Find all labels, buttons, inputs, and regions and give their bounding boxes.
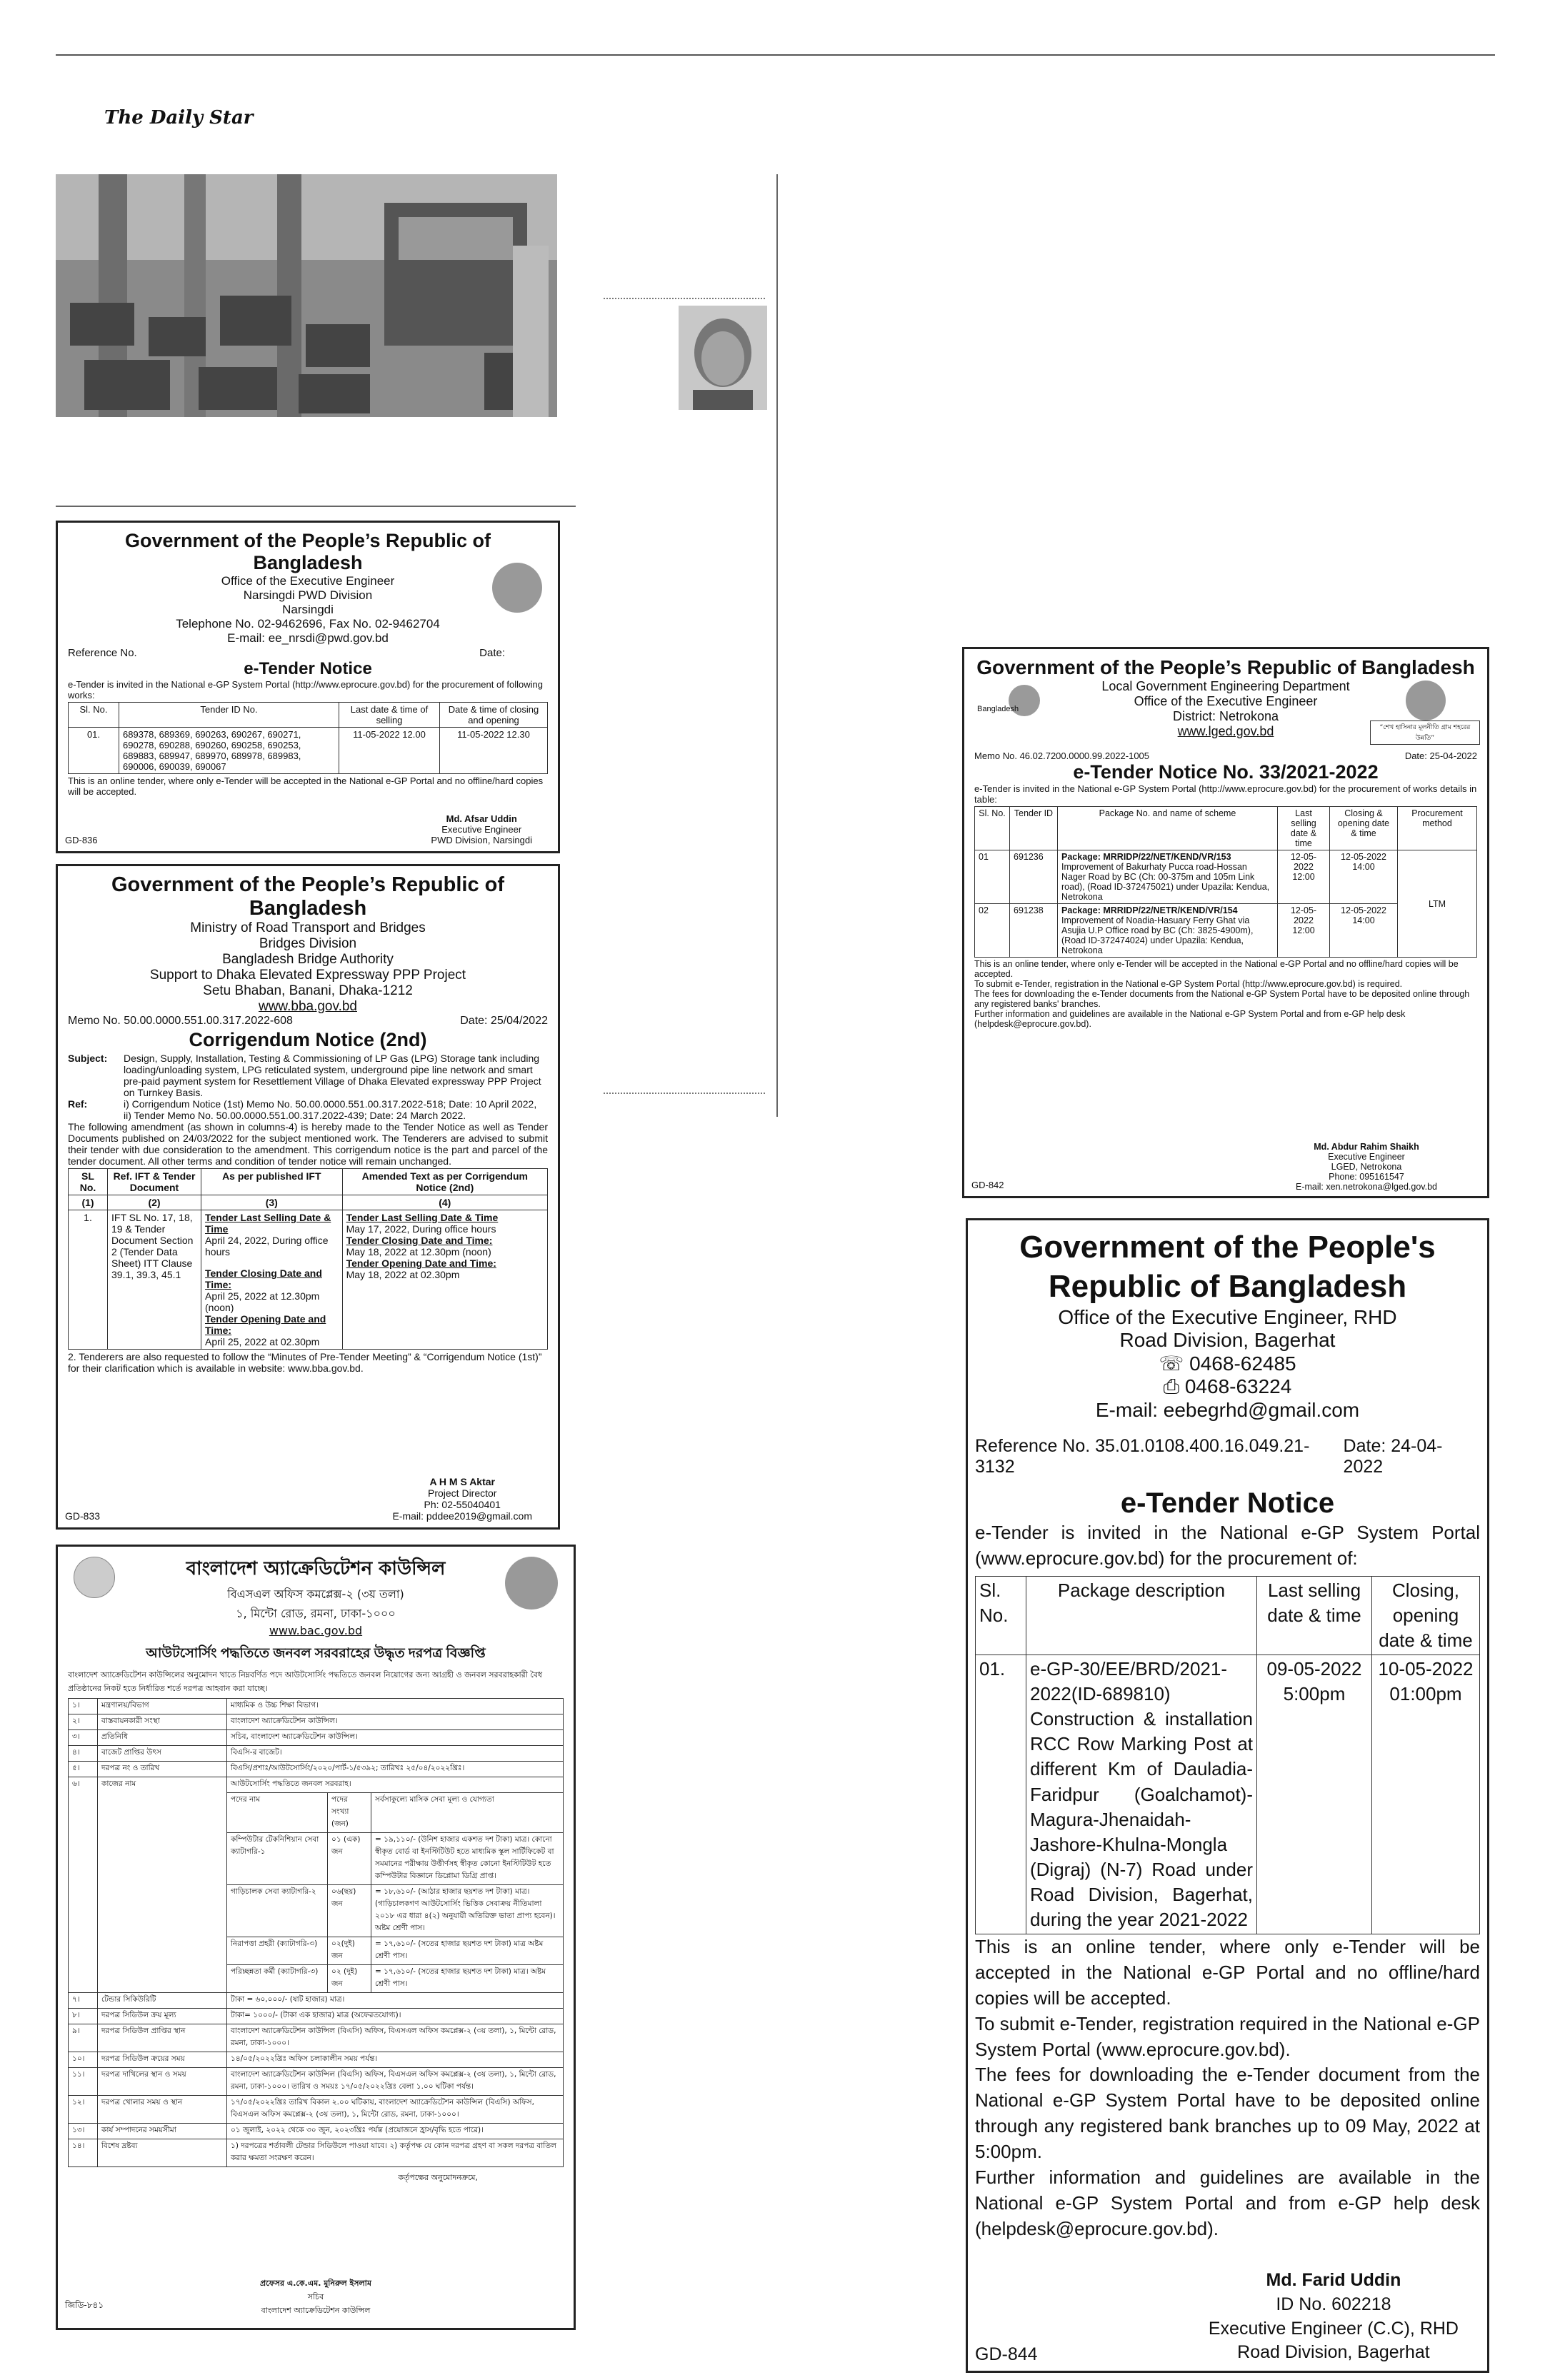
cell: দরপত্র সিডিউল ক্রয় মূল্য xyxy=(98,2009,227,2024)
details-table xyxy=(68,1698,564,2167)
cell: LTM xyxy=(1398,850,1477,958)
field-value: May 17, 2022, During office hours xyxy=(346,1223,496,1235)
cell: ০৬(ছয়) জন xyxy=(328,1885,371,1937)
dotted-rule xyxy=(604,298,765,299)
col-header: Amended Text as per Corrigendum Notice (2nd) xyxy=(342,1169,547,1195)
memo-number: Memo No. 46.02.7200.0000.99.2022-1005 xyxy=(974,750,1150,761)
dotted-rule xyxy=(604,1093,765,1094)
signatory-email: E-mail: xen.netrokona@lged.gov.bd xyxy=(1296,1182,1437,1192)
intro-text: বাংলাদেশ অ্যাক্রেডিটেশন কাউন্সিলের অনুমোদন খাতে নিম্নবর্ণিত পদে আউটসোর্সিং পদ্ধতিতে জনবল নিয়োগের জন্য আগ্রহী ও জনবল সরবরাহকারী বৈধ প্রতিষ্ঠানের নিকট হতে নির্ধারিত শর্তে দরপত্র আহবান করা যাচ্ছে। xyxy=(68,1670,543,1693)
cell: ১। xyxy=(69,1699,98,1714)
col-header: SL No. xyxy=(69,1169,108,1195)
closing-text: কর্তৃপক্ষের অনুমোদনক্রমে, xyxy=(398,2173,478,2182)
cell: 691238 xyxy=(1010,904,1058,958)
ad-title-line2: Republic of Bangladesh xyxy=(1048,1269,1407,1304)
cell: ৩। xyxy=(69,1730,98,1746)
table-row xyxy=(69,1730,564,1746)
signatory-name: Md. Farid Uddin xyxy=(1266,2270,1401,2290)
table-row xyxy=(69,1762,564,1777)
note-line: Further information and guidelines are available in the National e-GP System Portal and from e-GP help desk (helpdesk@eprocure.gov.bd). xyxy=(974,1009,1406,1029)
bac-logo-icon xyxy=(74,1557,115,1598)
cell: 12-05-2022 14:00 xyxy=(1330,850,1398,904)
office-line: Office of the Executive Engineer, RHD xyxy=(1058,1306,1397,1328)
note-line: This is an online tender, where only e-Tender will be accepted in the National e-GP Portal and no offline/hard copies will be accepted. xyxy=(975,1936,1480,2009)
col-header: As per published IFT xyxy=(201,1169,343,1195)
intro-text: e-Tender is invited in the National e-GP System Portal (http://www.eprocure.gov.bd) for the procurement of following works: xyxy=(68,679,544,701)
field-label: Tender Closing Date and Time: xyxy=(346,1235,493,1246)
cell xyxy=(342,1210,547,1350)
logo-text: Bangladesh xyxy=(977,705,1019,713)
cell: 01. xyxy=(976,1655,1026,1934)
field-label: Tender Opening Date and Time: xyxy=(346,1257,496,1269)
cell: ৭। xyxy=(69,1993,98,2009)
mujib-portrait-icon xyxy=(1406,681,1446,720)
cell: ১৩। xyxy=(69,2124,98,2139)
field-value: April 25, 2022 at 12.30pm (noon) xyxy=(205,1290,320,1313)
masthead: The Daily Star xyxy=(104,107,254,129)
website-link[interactable]: www.lged.gov.bd xyxy=(1177,724,1274,738)
cell: বাংলাদেশ অ্যাক্রেডিটেশন কাউন্সিল (বিএসি) অফিস, বিএসএল অফিস কমপ্লেক্স-২ (৩য় তলা), ১, মিন্টো রোড, রমনা, ঢাকা-১০০০। xyxy=(227,2024,564,2052)
cell: পদের নাম xyxy=(227,1793,328,1833)
cell: 689378, 689369, 690263, 690267, 690271, 690278, 690288, 690260, 690258, 690253, 689883, 689947, 689970, 689978, 689983, 690006, 690039, 690067 xyxy=(119,728,339,774)
note-line: To submit e-Tender, registration in the National e-GP System Portal (http://www.eprocure.gov.bd) is required. xyxy=(974,979,1403,989)
cell: গাড়িচালক সেবা ক্যাটাগরি-২ xyxy=(227,1885,328,1937)
cell: = ১৭,৬১০/- (সতের হাজার ছয়শত দশ টাকা) মাত্র। অষ্টম শ্রেণী পাস। xyxy=(371,1965,564,1993)
mujib-logo-icon xyxy=(492,563,542,613)
cell: দরপত্র সিডিউল প্রাপ্তির স্থান xyxy=(98,2024,227,2052)
cell: 02 xyxy=(975,904,1010,958)
col-header: Closing & opening date & time xyxy=(1330,807,1398,850)
office-line: District: Netrokona xyxy=(1172,709,1279,723)
office-line: Narsingdi xyxy=(282,603,334,616)
cell: 12-05-2022 12:00 xyxy=(1278,850,1330,904)
mujib-logo-icon xyxy=(505,1557,558,1610)
signatory-id: ID No. 602218 xyxy=(1276,2294,1391,2314)
office-line: ১, মিন্টো রোড, রমনা, ঢাকা-১০০০ xyxy=(236,1607,396,1620)
cell: ১৪/০৫/২০২২খ্রিঃ অফিস চলাকালীন সময় পর্যন্ত। xyxy=(227,2052,564,2068)
col-header: Date & time of closing and opening xyxy=(440,703,548,728)
ref-label: Ref: xyxy=(68,1098,88,1110)
email-address[interactable]: E-mail: eebegrhd@gmail.com xyxy=(1095,1399,1360,1421)
cell: নিরাপত্তা প্রহরী (ক্যাটাগরি-৩) xyxy=(227,1937,328,1965)
ad-title: বাংলাদেশ অ্যাক্রেডিটেশন কাউন্সিল xyxy=(186,1558,446,1580)
signatory-title: Project Director xyxy=(428,1487,497,1499)
cell: দরপত্র নং ও তারিখ xyxy=(98,1762,227,1777)
top-rule xyxy=(56,54,1495,56)
signatory-phone: Ph: 02-55040401 xyxy=(424,1499,501,1510)
notice-title: আউটসোর্সিং পদ্ধতিতে জনবল সরবরাহের উদ্ধৃত দরপত্র বিজ্ঞপ্তি xyxy=(146,1646,486,1661)
cell: সর্বসাকুল্যে মাসিক সেবা মূল্য ও যোগ্যতা xyxy=(371,1793,564,1833)
package-number: Package: MRRIDP/22/NETR/KEND/VR/154 xyxy=(1061,905,1238,915)
cell: বাস্তবায়নকারী সংস্থা xyxy=(98,1714,227,1730)
ref-line: i) Corrigendum Notice (1st) Memo No. 50.00.0000.551.00.317.2022-518; Date: 10 April 2022, xyxy=(124,1098,537,1110)
cell: দরপত্র সিডিউল ক্রয়ের সময় xyxy=(98,2052,227,2068)
tender-table xyxy=(975,1576,1480,1934)
date-label: Date: xyxy=(479,647,505,659)
cell: টাকা = ৬০,০০০/- (ষাট হাজার) মাত্র। xyxy=(227,1993,564,2009)
ad-bba-corrigendum xyxy=(56,864,560,1530)
fax-number: ⎙ 0468-63224 xyxy=(1163,1375,1292,1397)
signatory-title: Executive Engineer (C.C), RHD xyxy=(1208,2318,1459,2339)
intro-text: e-Tender is invited in the National e-GP System Portal (http://www.eprocure.gov.bd) for the procurement of works details in table: xyxy=(974,783,1477,805)
cell: সচিব, বাংলাদেশ অ্যাক্রেডিটেশন কাউন্সিল। xyxy=(227,1730,564,1746)
notice-title: e-Tender Notice No. 33/2021-2022 xyxy=(1073,761,1379,783)
field-value: May 18, 2022 at 12.30pm (noon) xyxy=(346,1246,491,1257)
cell: 11-05-2022 12.00 xyxy=(339,728,440,774)
gd-number: GD-844 xyxy=(975,2344,1038,2364)
table-row xyxy=(69,2096,564,2124)
website-link[interactable]: www.bac.gov.bd xyxy=(269,1624,363,1637)
slogan-box: “শেখ হাসিনার মূলনীতি গ্রাম শহরের উন্নতি” xyxy=(1370,720,1480,745)
note-line: The fees for downloading the e-Tender document from the National e-GP System Portal have to be deposited online through any registered bank branches up to 09 May, 2022 at 5:00pm. xyxy=(975,2064,1480,2163)
ad-title: Government of the People’s Republic of Bangladesh xyxy=(111,873,504,920)
signatory-title: Executive Engineer xyxy=(1328,1152,1405,1162)
cell: বিশেষ দ্রষ্টব্য xyxy=(98,2139,227,2167)
cell: ৫। xyxy=(69,1762,98,1777)
cell: আউটসোর্সিং পদ্ধতিতে জনবল সরবরাহ। xyxy=(227,1777,564,1793)
cell: ০১ (এক) জন xyxy=(328,1833,371,1885)
table-row xyxy=(69,1714,564,1730)
office-line: Telephone No. 02-9462696, Fax No. 02-9462704 xyxy=(176,617,440,631)
col-header: Procurement method xyxy=(1398,807,1477,850)
note-line: This is an online tender, where only e-Tender will be accepted in the National e-GP Portal and no offline/hard copies will be accepted. xyxy=(974,959,1459,979)
cell xyxy=(1372,1655,1480,1934)
col-header: Package No. and name of scheme xyxy=(1058,807,1278,850)
notice-title: e-Tender Notice xyxy=(1120,1487,1335,1519)
closing-time: 01:00pm xyxy=(1389,1683,1462,1705)
selling-date: 09-05-2022 xyxy=(1266,1658,1362,1680)
cell: ১১। xyxy=(69,2068,98,2096)
cell: পদের সংখ্যা (জন) xyxy=(328,1793,371,1833)
signatory-title: Executive Engineer xyxy=(441,824,522,835)
notice-title: Corrigendum Notice (2nd) xyxy=(189,1029,427,1050)
cell: 01. xyxy=(69,728,119,774)
table-row xyxy=(69,2024,564,2052)
col-header: Ref. IFT & Tender Document xyxy=(108,1169,201,1195)
gd-number: GD-833 xyxy=(65,1510,101,1522)
cell: বাজেট প্রাপ্তির উৎস xyxy=(98,1746,227,1762)
closing-date: 10-05-2022 xyxy=(1378,1658,1474,1680)
table-row xyxy=(69,2139,564,2167)
gd-number: জিডি-৮৪১ xyxy=(65,2300,104,2310)
cell: = ১৭,৬১০/- (সতের হাজার ছয়শত দশ টাকা) মাত্র অষ্টম শ্রেণী পাস। xyxy=(371,1937,564,1965)
note-line: Further information and guidelines are available in the National e-GP System Portal and from e-GP help desk (helpdesk@eprocure.gov.bd). xyxy=(975,2166,1480,2239)
table-row xyxy=(69,2068,564,2096)
signatory-name: A H M S Aktar xyxy=(429,1476,495,1487)
bangladesh-50-logo-icon xyxy=(977,685,1041,729)
ad-title-line1: Government of the People's xyxy=(1019,1230,1436,1265)
table-row xyxy=(69,2009,564,2024)
col-header: Sl. No. xyxy=(975,807,1010,850)
table-row xyxy=(976,1655,1480,1934)
col-header: Sl. No. xyxy=(69,703,119,728)
amendment-table xyxy=(68,1168,548,1350)
cell: IFT SL No. 17, 18, 19 & Tender Document Section 2 (Tender Data Sheet) ITT Clause 39.1, 39.3, 45.1 xyxy=(108,1210,201,1350)
cell xyxy=(201,1210,343,1350)
col-number: (1) xyxy=(69,1195,108,1210)
cell: 12-05-2022 12:00 xyxy=(1278,904,1330,958)
table-row xyxy=(975,850,1477,904)
cell: বিএসি/প্রশাঃ/আউটসোর্সিং/২০২০/পার্ট-১/৫৩৯২; তারিখঃ ২৫/০৪/২০২২খ্রিঃ। xyxy=(227,1762,564,1777)
ad-title: Government of the People’s Republic of Bangladesh xyxy=(976,656,1475,678)
cell: ০২(দুই) জন xyxy=(328,1937,371,1965)
col-header: Last selling date & time xyxy=(1257,1576,1372,1655)
signatory-title: সচিব xyxy=(307,2292,324,2301)
cell: ১০। xyxy=(69,2052,98,2068)
cell: ৬। xyxy=(69,1777,98,1993)
cell: প্রতিনিধি xyxy=(98,1730,227,1746)
cell: = ১৯,১১০/- (উনিশ হাজার একশত দশ টাকা) মাত্র। কোনো স্বীকৃত বোর্ড বা ইনস্টিটিউট হতে মাধ্যমিক স্কুল সার্টিফিকেট বা সমমানের পরীক্ষায় উত্তীর্ণসহ স্বীকৃত কোনো ইনস্টিটিউট হতে কম্পিউটার বিজ্ঞানে ডিপ্লোমা ডিগ্রি প্রাপ্ত। xyxy=(371,1833,564,1885)
office-line: Ministry of Road Transport and Bridges xyxy=(190,920,426,935)
cell xyxy=(1058,850,1278,904)
ad-title: Government of the People’s Republic of Bangladesh xyxy=(124,530,491,573)
memo-date: Date: 25-04-2022 xyxy=(1404,750,1477,761)
table-row xyxy=(69,1993,564,2009)
col-header: Closing, opening date & time xyxy=(1372,1576,1480,1655)
subject-text: Design, Supply, Installation, Testing & Commissioning of LP Gas (LPG) Storage tank including loading/unloading system, LPG reticulated system, underground pipe line network and smart pre-paid payment system for Resettlement Village of Dhaka Elevated expressway PPP Project on Turnkey Basis. xyxy=(124,1053,541,1098)
signatory-name: Md. Afsar Uddin xyxy=(446,813,517,824)
col-number: (2) xyxy=(108,1195,201,1210)
intro-text: e-Tender is invited in the National e-GP System Portal (www.eprocure.gov.bd) for the procurement of: xyxy=(975,1522,1480,1570)
reference-number: Reference No. 35.01.0108.400.16.049.21-3132 xyxy=(975,1436,1310,1477)
cell: বিএসি-র বাজেট। xyxy=(227,1746,564,1762)
body-paragraph: The following amendment (as shown in columns-4) is hereby made to the Tender Notice as well as Tender Documents published on 24/03/2022 for the subject mentioned work. The Tenderers are advised to submit their tender with due consideration to the amendment. This corrigendum notice is the part and parcel of the tender document. All other terms and condition of tender notice will remain unchanged. xyxy=(68,1121,548,1167)
cell: ৯। xyxy=(69,2024,98,2052)
gd-number: GD-842 xyxy=(971,1180,1004,1190)
cell: মন্ত্রণালয়/বিভাগ xyxy=(98,1699,227,1714)
cell: পরিচ্ছন্নতা কর্মী (ক্যাটাগরি-৩) xyxy=(227,1965,328,1993)
table-row xyxy=(69,2052,564,2068)
gd-number: GD-836 xyxy=(65,835,98,845)
memo-date: Date: 25/04/2022 xyxy=(460,1015,548,1027)
cell: 12-05-2022 14:00 xyxy=(1330,904,1398,958)
cell: e-GP-30/EE/BRD/2021-2022(ID-689810) Construction & installation RCC Row Marking Post at different Km of Dauladia-Faridpur (Goalchamot)-Magura-Jhenaidah-Jashore-Khulna-Mongla (Digraj) (N-7) Road under Road Division, Bagerhat, during the year 2021-2022 xyxy=(1026,1655,1257,1934)
ad-narsingdi-etender xyxy=(56,521,560,853)
office-line: বিএসএল অফিস কমপ্লেক্স-২ (৩য় তলা) xyxy=(227,1587,404,1601)
field-label: Tender Opening Date and Time: xyxy=(205,1313,326,1336)
package-description: Improvement of Noadia-Hasuary Ferry Ghat via Asujia U.P Office road by BC (Ch: 3825-4900m), (Road ID-372474024) under Upazila: Kendua, Netrokona xyxy=(1061,915,1254,955)
field-value: April 24, 2022, During office hours xyxy=(205,1235,329,1257)
cell: দরপত্র খোলার সময় ও স্থান xyxy=(98,2096,227,2124)
table-row xyxy=(69,1210,548,1350)
cell: বাংলাদেশ অ্যাক্রেডিটেশন কাউন্সিল (বিএসি) অফিস, বিএসএল অফিস কমপ্লেক্স-২ (৩য় তলা), ১, মিন্টো রোড, রমনা, ঢাকা-১০০০। তারিখ ও সময়ঃ ১৭/০৫/২০২২খ্রিঃ বেলা ১.০০ ঘটিকা পর্যন্ত। xyxy=(227,2068,564,2096)
cell: ৮। xyxy=(69,2009,98,2024)
office-line: E-mail: ee_nrsdi@pwd.gov.bd xyxy=(227,631,389,645)
cell: মাধ্যমিক ও উচ্চ শিক্ষা বিভাগ। xyxy=(227,1699,564,1714)
cell: 691236 xyxy=(1010,850,1058,904)
cell: ২। xyxy=(69,1714,98,1730)
cell: 01 xyxy=(975,850,1010,904)
col-header: Tender ID xyxy=(1010,807,1058,850)
website-link[interactable]: www.bba.gov.bd xyxy=(258,999,357,1014)
cell: ০২ (দুই) জন xyxy=(328,1965,371,1993)
office-line: Setu Bhaban, Banani, Dhaka-1212 xyxy=(203,983,413,998)
cell: দরপত্র দাখিলের স্থান ও সময় xyxy=(98,2068,227,2096)
cell: ১২। xyxy=(69,2096,98,2124)
selling-time: 5:00pm xyxy=(1283,1683,1346,1705)
col-header: Sl. No. xyxy=(976,1576,1026,1655)
cell: টাকা= ১০০০/- (টাকা এক হাজার) মাত্র (অফেরতযোগ্য)। xyxy=(227,2009,564,2024)
cell: ০১ জুলাই, ২০২২ থেকে ৩০ জুন, ২০২৩খ্রিঃ পর্যন্ত (প্রয়োজনে হ্রাস/বৃদ্ধি হতে পারে)। xyxy=(227,2124,564,2139)
col-number: (4) xyxy=(342,1195,547,1210)
col-header: Package description xyxy=(1026,1576,1257,1655)
ad-bac-bangla-tender xyxy=(56,1545,576,2330)
subject-label: Subject: xyxy=(68,1053,108,1064)
cell: টেন্ডার সিকিউরিটি xyxy=(98,1993,227,2009)
field-value: April 25, 2022 at 02.30pm xyxy=(205,1336,320,1347)
office-line: Bangladesh Bridge Authority xyxy=(222,952,394,967)
office-line: Road Division, Bagerhat xyxy=(1119,1329,1336,1351)
footer-text: This is an online tender, where only e-Tender will be accepted in the National e-GP Portal and no offline/hard copies will be accepted. xyxy=(68,775,544,797)
note-line: The fees for downloading the e-Tender documents from the National e-GP System Portal have to be deposited online through any registered banks' branches. xyxy=(974,989,1470,1009)
notice-title: e-Tender Notice xyxy=(244,659,372,678)
field-label: Tender Last Selling Date & Time xyxy=(346,1212,499,1223)
office-line: Local Government Engineering Department xyxy=(1101,679,1350,693)
phone-number: ☏ 0468-62485 xyxy=(1159,1352,1296,1375)
cell: ১) দরপত্রের শর্তাবলী টেন্ডার সিডিউলে পাওয়া যাবে। ২) কর্তৃপক্ষ যে কোন দরপত্র গ্রহণ বা সকল দরপত্র বাতিল করার ক্ষমতা সংরক্ষণ করেন। xyxy=(227,2139,564,2167)
memo-number: Memo No. 50.00.0000.551.00.317.2022-608 xyxy=(68,1015,293,1027)
signatory-office: LGED, Netrokona xyxy=(1331,1162,1402,1172)
col-header: Tender ID No. xyxy=(119,703,339,728)
reference-label: Reference No. xyxy=(68,647,137,659)
reference-date: Date: 24-04-2022 xyxy=(1343,1436,1443,1477)
cell: 1. xyxy=(69,1210,108,1350)
package-description: Improvement of Bakurhaty Pucca road-Hossan Nager Road by BC (Ch: 00-375m and 105m Link road), (Road ID-372475021) under Upazila: Kendua, Netrokona xyxy=(1061,862,1270,902)
note-line: To submit e-Tender, registration required in the National e-GP System Portal (www.eprocure.gov.bd). xyxy=(975,2012,1480,2060)
signatory-office: Road Division, Bagerhat xyxy=(1237,2342,1430,2363)
portrait-photo xyxy=(679,306,767,410)
ad-lged-etender xyxy=(962,647,1489,1198)
ad-rhd-etender xyxy=(966,1218,1489,2373)
signatory-name: Md. Abdur Rahim Shaikh xyxy=(1314,1142,1419,1152)
cell xyxy=(1257,1655,1372,1934)
table-row xyxy=(69,1777,564,1793)
table-row xyxy=(69,728,548,774)
table-row xyxy=(69,2124,564,2139)
col-number: (3) xyxy=(201,1195,343,1210)
field-value: May 18, 2022 at 02.30pm xyxy=(346,1269,460,1280)
signatory-name: প্রফেসর এ.কে.এম. মুনিরুল ইসলাম xyxy=(260,2279,371,2288)
signatory-office: PWD Division, Narsingdi xyxy=(431,835,532,845)
cell: 11-05-2022 12.30 xyxy=(440,728,548,774)
table-row xyxy=(69,1746,564,1762)
ref-line: ii) Tender Memo No. 50.00.0000.551.00.317.2022-439; Date: 24 March 2022. xyxy=(124,1110,466,1121)
cell: বাংলাদেশ অ্যাক্রেডিটেশন কাউন্সিল। xyxy=(227,1714,564,1730)
cell xyxy=(1058,904,1278,958)
signatory-phone: Phone: 095161547 xyxy=(1329,1172,1404,1182)
field-label: Tender Last Selling Date & Time xyxy=(205,1212,331,1235)
signatory-email: E-mail: pddee2019@gmail.com xyxy=(392,1510,532,1522)
field-label: Tender Closing Date and Time: xyxy=(205,1267,322,1290)
tender-table xyxy=(974,806,1477,958)
cell: কাজের নাম xyxy=(98,1777,227,1993)
office-line: Support to Dhaka Elevated Expressway PPP Project xyxy=(149,968,466,983)
cell: কম্পিউটার টেকনিশিয়ান সেবা ক্যাটাগরি-১ xyxy=(227,1833,328,1885)
traffic-photo xyxy=(56,174,557,417)
section-rule xyxy=(56,506,576,507)
tender-table xyxy=(68,702,548,774)
cell: = ১৮,৬১০/- (আঠার হাজার ছয়শত দশ টাকা) মাত্র। (গাড়িচালকগণ আউটসোর্সিং ভিত্তিক সেবাক্রয় নীতিমালা ২০১৮ এর ধারা ৪(২) অনুযায়ী অতিরিক্ত ভাতা প্রাপ্য হবেন)। অষ্টম শ্রেণী পাস। xyxy=(371,1885,564,1937)
cell: কার্য সম্পাদনের সময়সীমা xyxy=(98,2124,227,2139)
package-number: Package: MRRIDP/22/NET/KEND/VR/153 xyxy=(1061,852,1231,862)
cell: ১৭/০৫/২০২২খ্রিঃ তারিখ বিকাল ২.০০ ঘটিকায়, বাংলাদেশ অ্যাক্রেডিটেশন কাউন্সিল (বিএসি) অফিস, বিএসএল অফিস কমপ্লেক্স-২ (৩য় তলা), ১, মিন্টো রোড, রমনা, ঢাকা-১০০০। xyxy=(227,2096,564,2124)
column-rule-1 xyxy=(776,174,778,1117)
col-header: Last selling date & time xyxy=(1278,807,1330,850)
signatory-office: বাংলাদেশ অ্যাক্রেডিটেশন কাউন্সিল xyxy=(261,2306,371,2315)
note-text: 2. Tenderers are also requested to follow the “Minutes of Pre-Tender Meeting” & “Corrigendum Notice (1st)” for their clarification which is available in website: www.bba.gov.bd. xyxy=(68,1351,542,1374)
office-line: Bridges Division xyxy=(259,936,357,951)
office-line: Office of the Executive Engineer xyxy=(1134,694,1318,708)
cell: ৪। xyxy=(69,1746,98,1762)
col-header: Last date & time of selling xyxy=(339,703,440,728)
office-line: Office of the Executive Engineer xyxy=(221,574,395,588)
table-row xyxy=(69,1699,564,1714)
office-line: Narsingdi PWD Division xyxy=(243,588,373,602)
cell: ১৪। xyxy=(69,2139,98,2167)
